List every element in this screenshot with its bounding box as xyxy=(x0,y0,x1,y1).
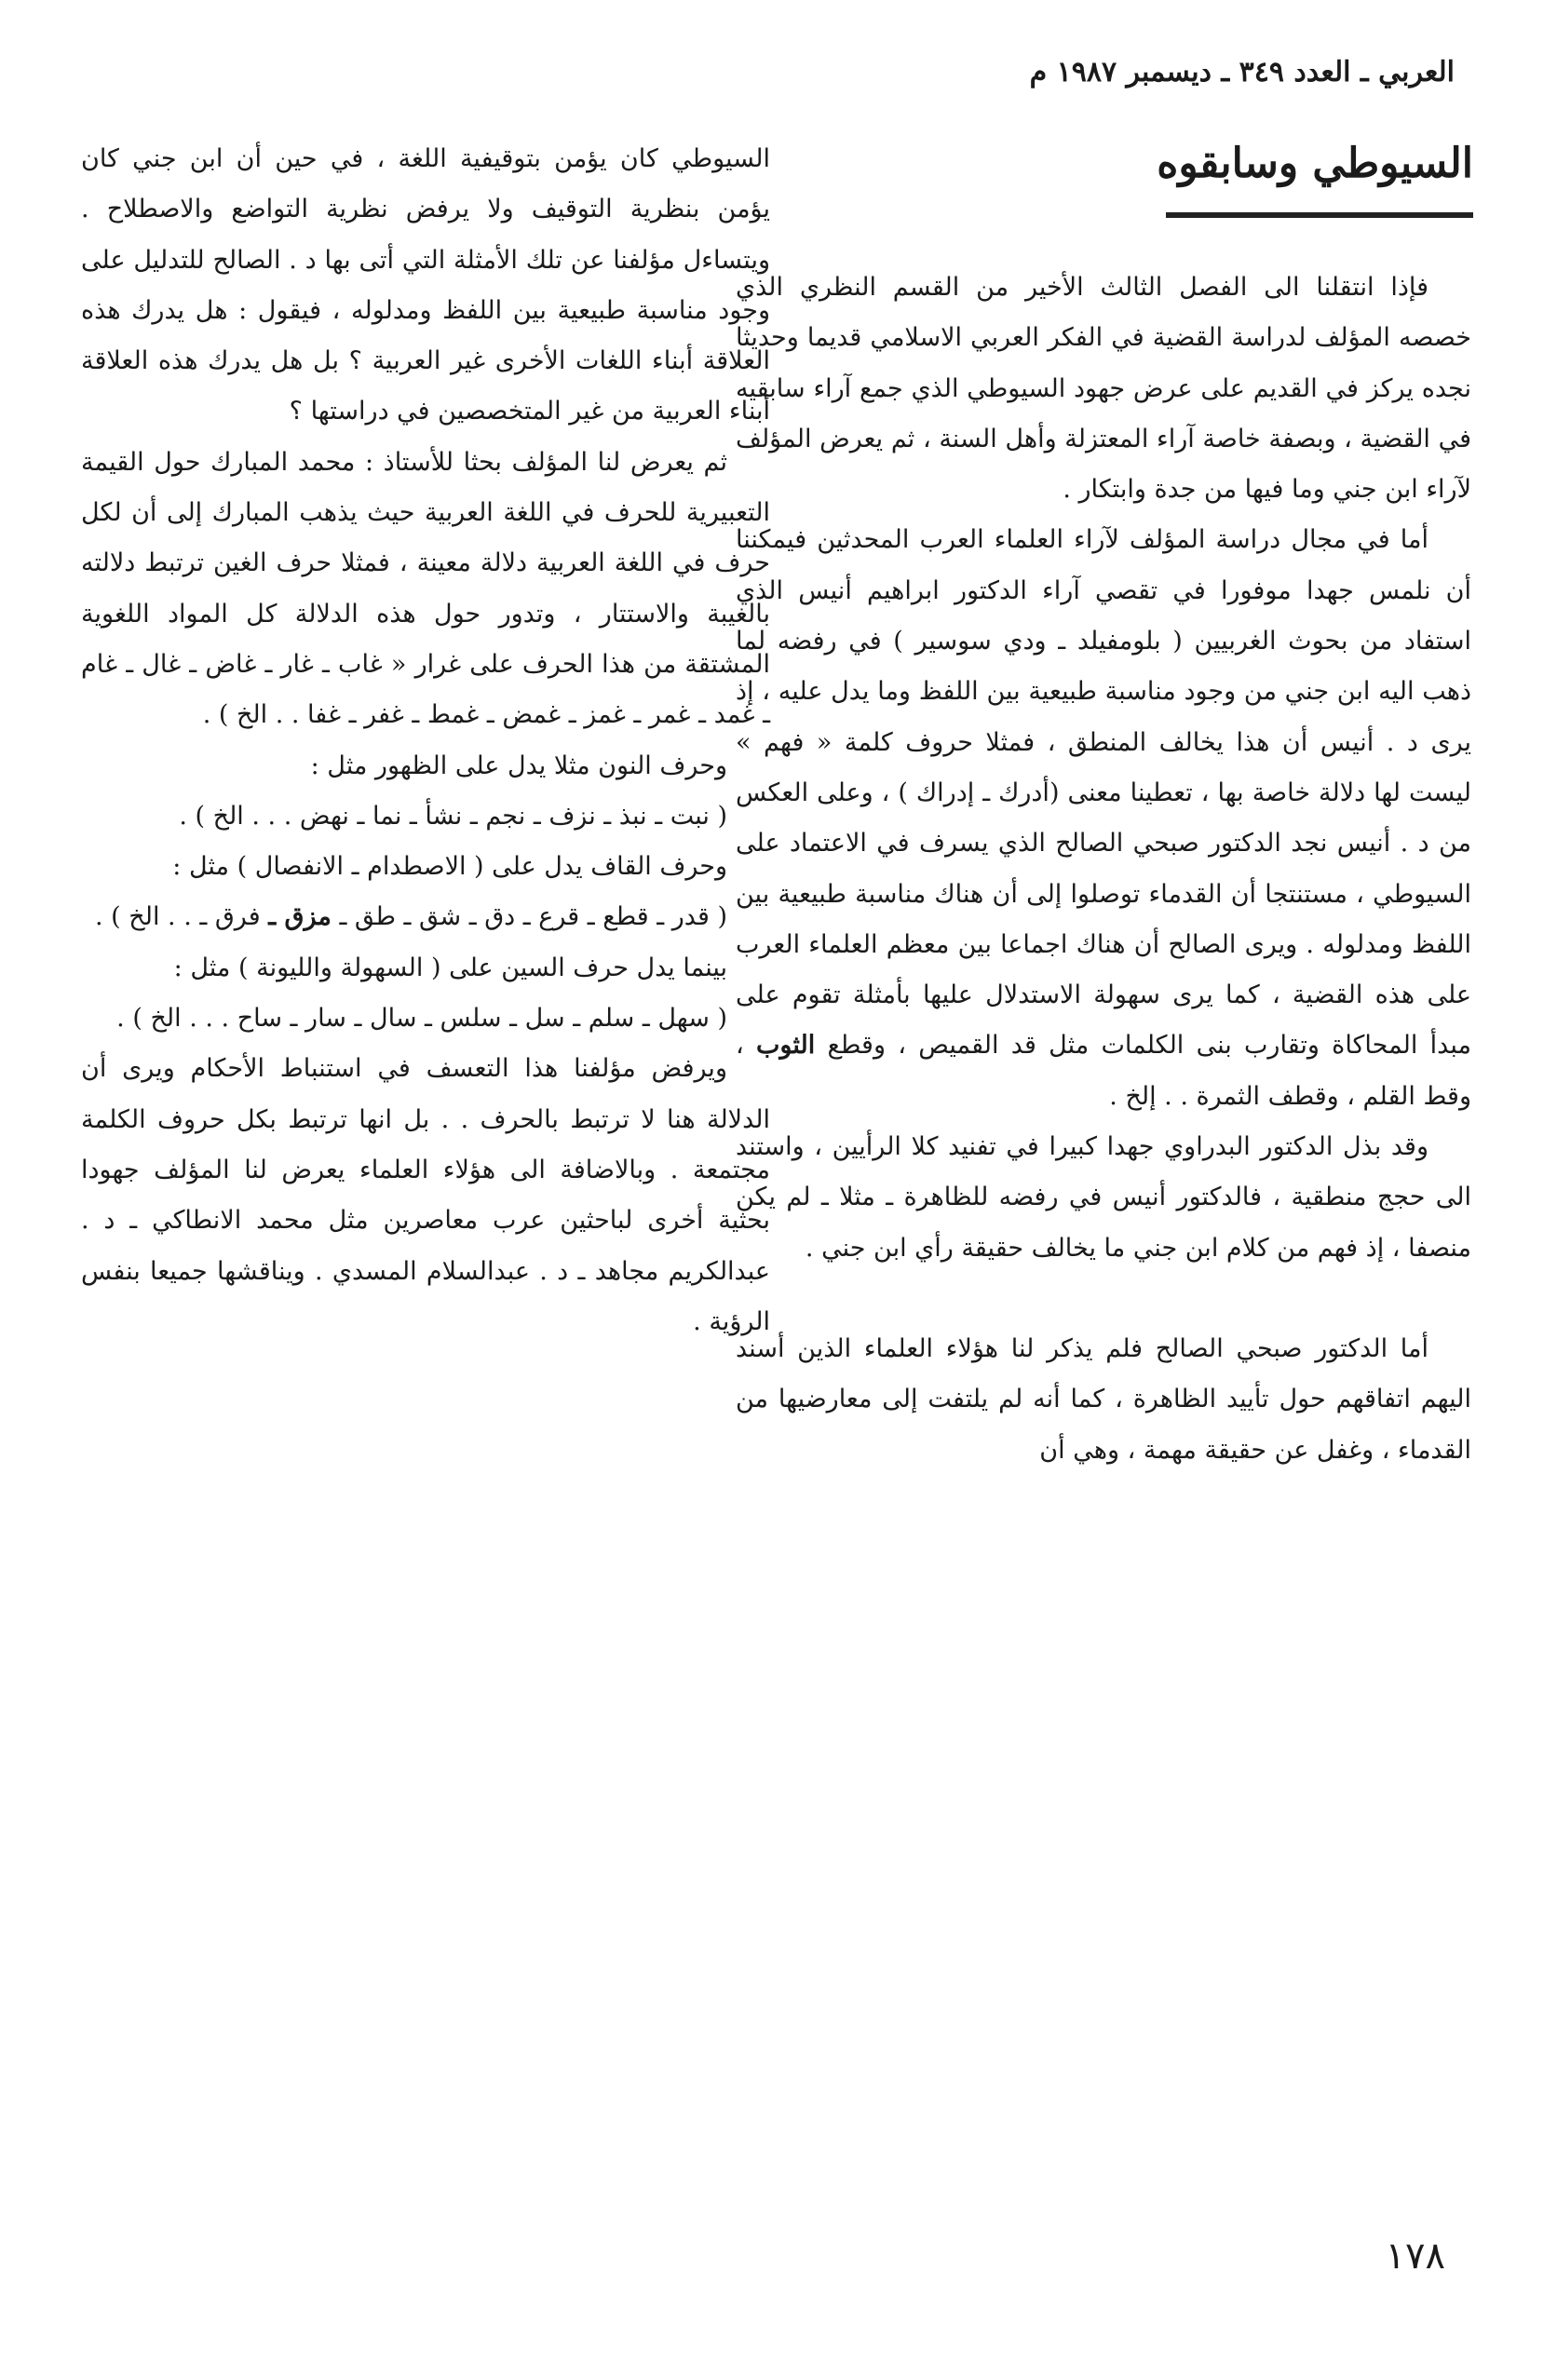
paragraph: فإذا انتقلنا الى الفصل الثالث الأخير من القسم النظري الذي خصصه المؤلف لدراسة القضية في الفكر العربي الاسلامي قديما وحديثا نجده يركز في القديم على عرض جهود السيوطي الذي جمع آراء سابقيه في القضية ، وبصفة خاصة آراء المعتزلة وأهل السنة ، ثم يعرض المؤلف لآراء ابن جني وما فيها من جدة وابتكار . xyxy=(736,273,1471,505)
paragraph: السيوطي كان يؤمن بتوقيفية اللغة ، في حين أن ابن جني كان يؤمن بنظرية التوقيف ولا يرفض نظرية التواضع والاصطلاح . ويتساءل مؤلفنا عن تلك الأمثلة التي أتى بها د . الصالح للتدليل على وجود مناسبة طبيعية بين اللفظ ومدلوله ، فيقول : هل يدرك هذه العلاقة أبناء اللغات الأخرى غير العربية ؟ بل هل يدرك هذه العلاقة أبناء العربية من غير المتخصصين في دراستها ؟ xyxy=(81,144,770,426)
paragraph: وحرف القاف يدل على ( الاصطدام ـ الانفصال ) مثل : xyxy=(172,852,727,882)
example-list: ( سهل ـ سلم ـ سل ـ سلس ـ سال ـ سار ـ ساح . . . الخ ) . xyxy=(116,1004,727,1034)
paragraph: وحرف النون مثلا يدل على الظهور مثل : xyxy=(310,751,727,780)
example-text: ( قدر ـ قطع ـ قرع ـ دق ـ شق ـ طق ـ xyxy=(339,902,727,932)
section-title: السيوطي وسابقوه xyxy=(1157,140,1473,187)
example-list xyxy=(81,892,770,942)
paragraph xyxy=(736,515,1471,1122)
bold-word: مزق ـ xyxy=(268,902,332,932)
paragraph-text: ، وقط القلم ، وقطف الثمرة . . إلخ . xyxy=(736,1031,1471,1111)
title-underline xyxy=(1166,212,1473,218)
paragraph: أما الدكتور صبحي الصالح فلم يذكر لنا هؤلاء العلماء الذين أسند اليهم اتفاقهم حول تأييد الظاهرة ، كما أنه لم يلتفت إلى معارضيها من القدماء ، وغفل عن حقيقة مهمة ، وهي أن xyxy=(736,1333,1471,1465)
paragraph: بينما يدل حرف السين على ( السهولة والليونة ) مثل : xyxy=(173,953,727,982)
running-header: العربي ـ العدد ٣٤٩ ـ ديسمبر ١٩٨٧ م xyxy=(1029,56,1455,88)
paragraph: وقد بذل الدكتور البدراوي جهدا كبيرا في تفنيد كلا الرأيين ، واستند الى حجج منطقية ، فالدكتور أنيس في رفضه للظاهرة ـ مثلا ـ لم يكن منصفا ، إذ فهم من كلام ابن جني ما يخالف حقيقة رأي ابن جني . xyxy=(736,1132,1471,1263)
page-number: ١٧٨ xyxy=(1385,2235,1445,2278)
paragraph: ثم يعرض لنا المؤلف بحثا للأستاذ : محمد المبارك حول القيمة التعبيرية للحرف في اللغة العربية حيث يذهب المبارك إلى أن لكل حرف في اللغة العربية دلالة معينة ، فمثلا حرف الغين ترتبط دلالته بالغيبة والاستتار ، وتدور حول هذه الدلالة كل المواد اللغوية المشتقة من هذا الحرف على غرار « غاب ـ غار ـ غاض ـ غال ـ غام ـ غمد ـ غمر ـ غمز ـ غمض ـ غمط ـ غفر ـ غفا . . الخ ) . xyxy=(81,447,770,730)
example-text: فرق ـ . . الخ ) . xyxy=(95,902,261,932)
paragraph: ويرفض مؤلفنا هذا التعسف في استنباط الأحكام ويرى أن الدلالة هنا لا ترتبط بالحرف . . بل انها ترتبط بكل حروف الكلمة مجتمعة . وبالاضافة الى هؤلاء العلماء يعرض لنا المؤلف جهودا بحثية أخرى لباحثين عرب معاصرين مثل محمد الانطاكي ـ د . عبدالكريم مجاهد ـ د . عبدالسلام المسدي . ويناقشها جميعا بنفس الرؤية . xyxy=(81,1054,770,1336)
paragraph-text: أما في مجال دراسة المؤلف لآراء العلماء العرب المحدثين فيمكننا أن نلمس جهدا موفورا في تقصي آراء الدكتور ابراهيم أنيس الذي استفاد من بحوث الغربيين ( بلومفيلد ـ ودي سوسير ) في رفضه لما ذهب اليه ابن جني من وجود مناسبة طبيعية بين اللفظ وما يدل عليه ، إذ يرى د . أنيس أن هذا يخالف المنطق ، فمثلا حروف كلمة « فهم » ليست لها دلالة خاصة بها ، تعطينا معنى (أدرك ـ إدراك ) ، وعلى العكس من د . أنيس نجد الدكتور صبحي الصالح الذي يسرف في الاعتماد على السيوطي ، مستنتجا أن القدماء توصلوا إلى أن هناك مناسبة طبيعية بين اللفظ ومدلوله . ويرى الصالح أن هناك اجماعا بين معظم العلماء العرب على هذه القضية ، كما يرى سهولة الاستدلال عليها بأمثلة تقوم على مبدأ المحاكاة وتقارب بنى الكلمات مثل قد القميص ، وقطع xyxy=(736,525,1471,1061)
bold-word: الثوب xyxy=(756,1031,816,1061)
left-column xyxy=(81,134,770,1347)
example-list: ( نبت ـ نبذ ـ نزف ـ نجم ـ نشأ ـ نما ـ نهض . . . الخ ) . xyxy=(179,801,727,831)
right-column xyxy=(736,263,1471,1476)
